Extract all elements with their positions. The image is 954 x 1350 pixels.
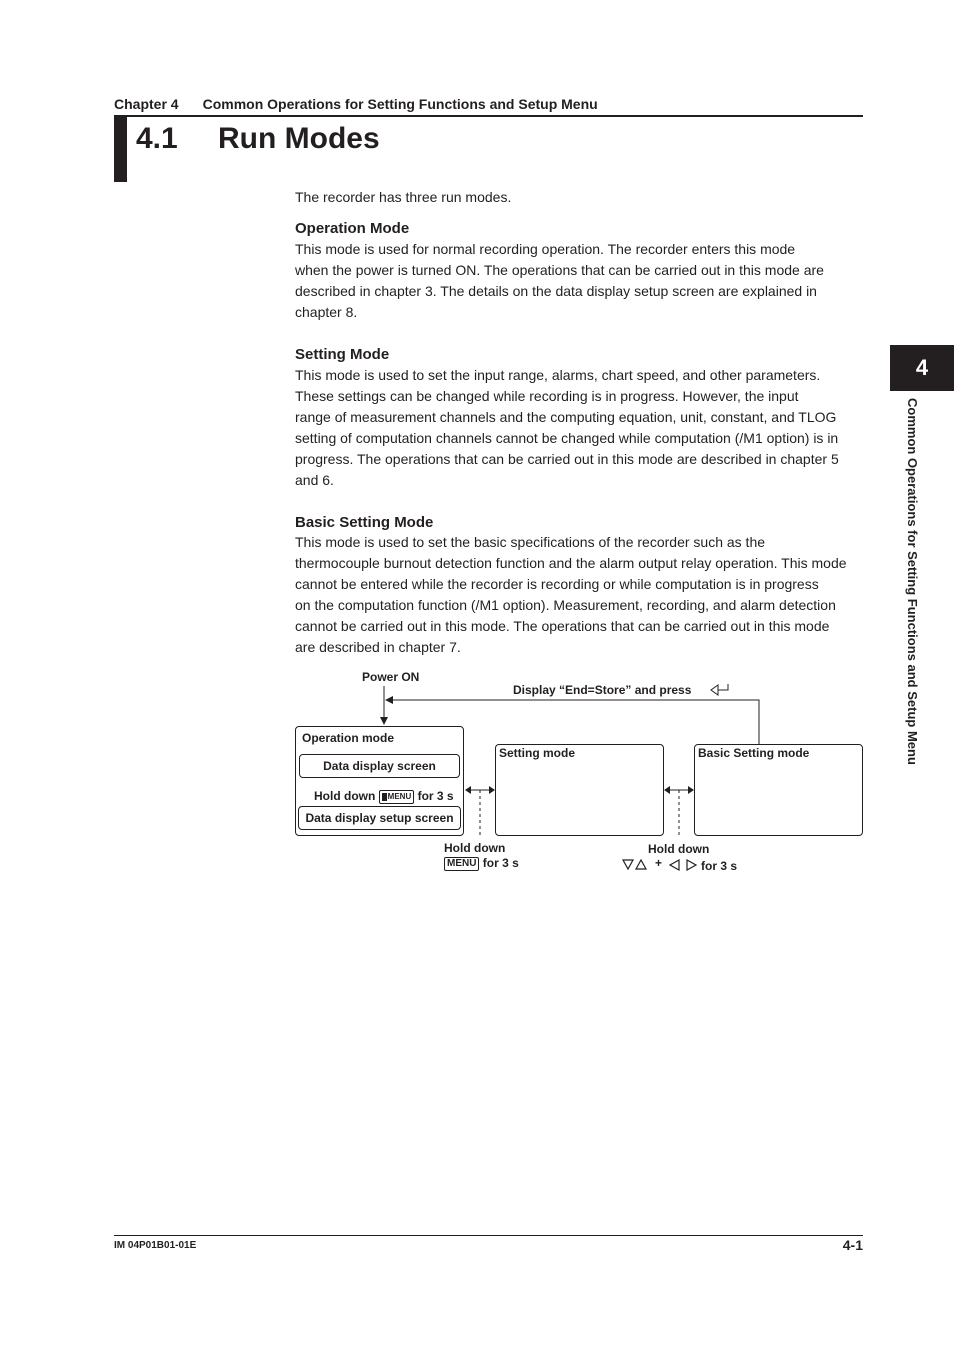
chapter-tab: 4: [890, 345, 954, 391]
keys-for-3s: for 3 s: [701, 859, 738, 873]
enter-key-icon: [711, 684, 728, 695]
page-number: 4-1: [842, 1237, 863, 1253]
basic-setting-mode-text: This mode is used to set the basic specifications of the recorder such as the thermocouple burnout detection function and the alarm output relay operation. This mode cannot be entered while the recorder is recording or while computation is in progress on the computation function (/M1 option). Measurement, recording, and alarm detection cannot be carried out in this mode. The operations that can be carried out in this mode are described in chapter 7.: [295, 534, 847, 655]
menu-key-icon: MENU: [379, 790, 415, 804]
menu-key-icon: MENU: [444, 857, 479, 871]
operation-mode-text: This mode is used for normal recording operation. The recorder enters this mode when the power is turned ON. The operations that can be carried out in this mode are described in chapter 3. The details on the data display setup screen are explained in chapter 8.: [295, 241, 824, 320]
hold-down-menu-inner: Hold down MENU for 3 s: [314, 789, 454, 803]
data-display-setup-screen-box: Data display setup screen: [298, 806, 461, 830]
plus-sign: +: [655, 856, 663, 870]
setting-mode-heading: Setting Mode: [295, 346, 390, 363]
section-title: Run Modes: [218, 122, 380, 155]
down-triangle-key-icon: [623, 860, 633, 869]
left-triangle-key-icon: [670, 860, 679, 870]
setting-mode-label: Setting mode: [499, 746, 576, 760]
footer-rule: [114, 1235, 863, 1236]
section-number: 4.1: [136, 122, 178, 155]
chapter-title: Common Operations for Setting Functions and Setup Menu: [202, 96, 598, 112]
right-triangle-key-icon: [687, 860, 696, 870]
intro-text: The recorder has three run modes.: [295, 189, 512, 205]
chapter-number: Chapter 4: [114, 96, 179, 112]
return-label: Display “End=Store” and press: [513, 683, 692, 697]
hold-down-keys-label: Hold down: [648, 842, 710, 856]
operation-mode-heading: Operation Mode: [295, 220, 410, 237]
basic-setting-mode-label: Basic Setting mode: [698, 746, 810, 760]
basic-setting-mode-heading: Basic Setting Mode: [295, 514, 434, 531]
menu-for-3s: MENU for 3 s: [444, 856, 519, 871]
chapter-side-title: Common Operations for Setting Functions and Setup Menu: [905, 398, 920, 765]
up-triangle-key-icon: [636, 860, 646, 869]
document-id: IM 04P01B01-01E: [114, 1240, 197, 1251]
hold-down-menu-label: Hold down: [444, 841, 506, 855]
data-display-screen-box: Data display screen: [299, 754, 460, 778]
operation-mode-label: Operation mode: [302, 731, 395, 745]
power-on-label: Power ON: [362, 670, 420, 684]
setting-mode-text: This mode is used to set the input range, alarms, chart speed, and other parameters. These settings can be changed while recording is in progress. However, the input range of measurement channels and the computing equation, unit, constant, and TLOG setting of computation channels cannot be changed while computation (/M1 option) is in progress. The operations that can be carried out in this mode are described in chapter 5 and 6.: [295, 367, 839, 488]
